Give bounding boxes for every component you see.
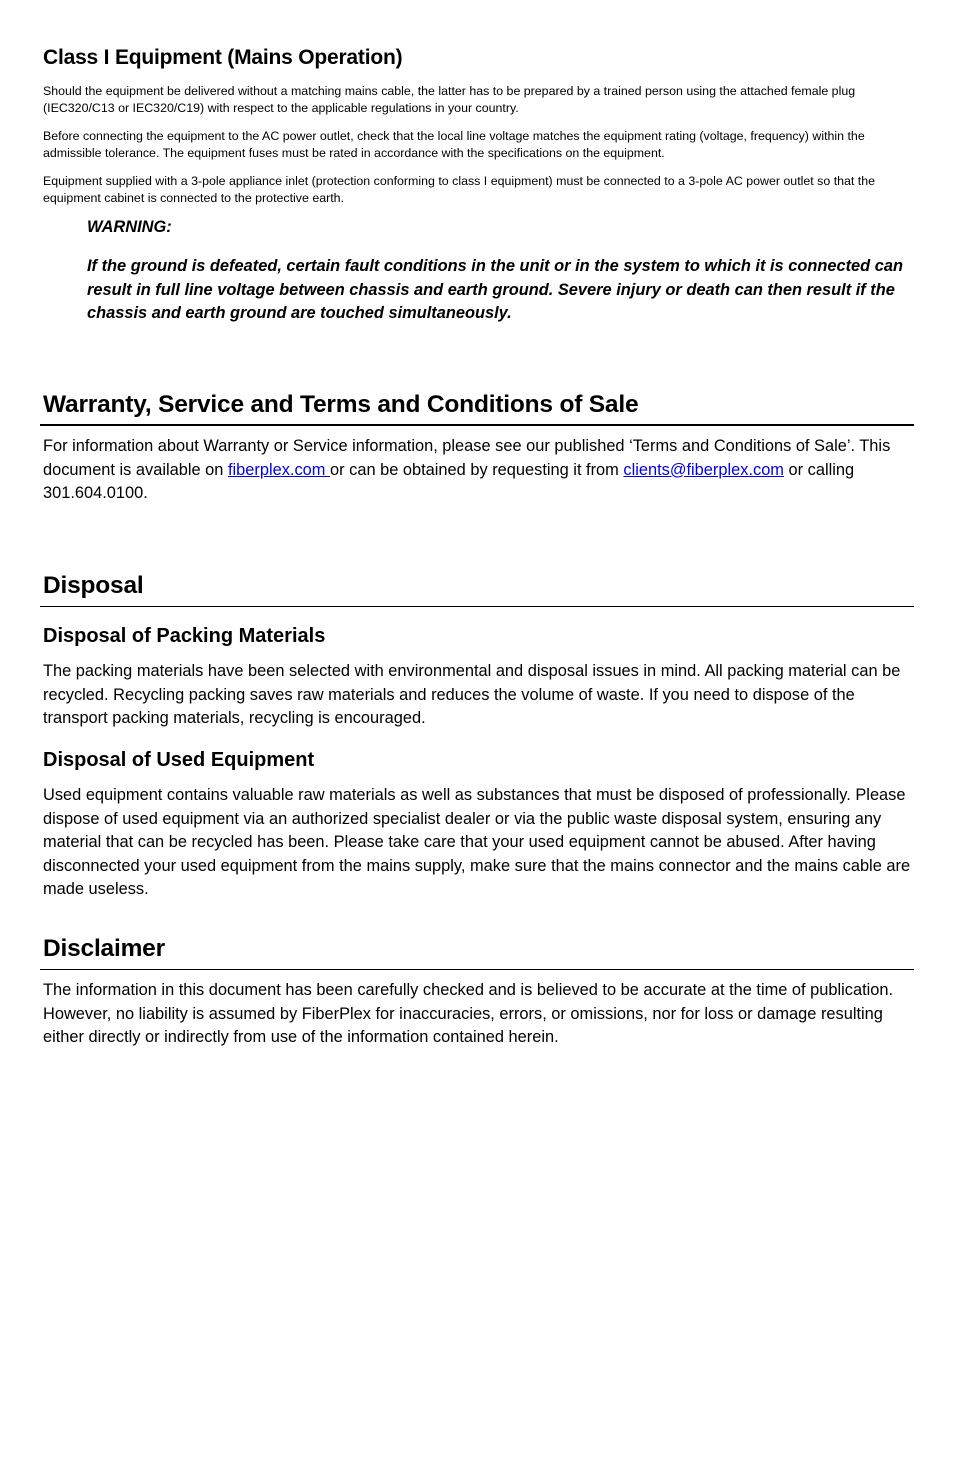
warranty-paragraph <box>43 435 914 506</box>
warning-text: If the ground is defeated, certain fault conditions in the unit or in the system to which it is connected can result in full line voltage between chassis and earth ground. Severe injury or death can then result if the chassis and earth ground are touched simultaneously. <box>87 257 903 322</box>
disposal-used-heading: Disposal of Used Equipment <box>43 749 315 771</box>
warranty-text-start: For information about Warranty or Service information, please see our published ‘Terms and Conditions of Sale’. This document is available on <box>43 437 891 479</box>
clients-email-link[interactable]: clients@fiberplex.com <box>623 460 784 479</box>
disclaimer-text: The information in this document has been carefully checked and is believed to be accurate at the time of publication. However, no liability is assumed by FiberPlex for inaccuracies, errors, or omissions, nor for loss or damage resulting either directly or indirectly from use of the information contained herein. <box>43 981 894 1046</box>
class-i-paragraph-2: Before connecting the equipment to the AC power outlet, check that the local line voltage matches the equipment rating (voltage, frequency) within the admissible tolerance. The equipment fuses must be rated in accordance with the specifications on the equipment. <box>43 129 865 160</box>
disposal-heading: Disposal <box>43 572 144 599</box>
disposal-divider <box>40 606 914 607</box>
class-i-paragraph-1: Should the equipment be delivered without a matching mains cable, the latter has to be prepared by a trained person using the attached female plug (IEC320/C13 or IEC320/C19) with respect to the applicable regulations in your country. <box>43 84 856 115</box>
disposal-packing-heading: Disposal of Packing Materials <box>43 625 326 647</box>
warranty-heading: Warranty, Service and Terms and Conditions of Sale <box>43 391 639 418</box>
class-i-paragraph-3: Equipment supplied with a 3-pole appliance inlet (protection conforming to class I equipment) must be connected to a 3-pole AC power outlet so that the equipment cabinet is connected to the protective earth. <box>43 174 876 205</box>
warranty-text-end: or calling 301.604.0100. <box>43 460 855 502</box>
class-i-heading: Class I Equipment (Mains Operation) <box>43 46 403 69</box>
disclaimer-divider <box>40 969 914 970</box>
disposal-used-text: Used equipment contains valuable raw materials as well as substances that must be disposed of professionally. Please dispose of used equipment via an authorized specialist dealer or via the public waste disposal system, ensuring any material that can be recycled has been. Please take care that your used equipment cannot be abused. After having disconnected your used equipment from the mains supply, make sure that the mains connector and the mains cable are made useless. <box>43 786 911 898</box>
disposal-packing-text: The packing materials have been selected with environmental and disposal issues in mind. All packing material can be recycled. Recycling packing saves raw materials and reduces the volume of waste. If you need to dispose of the transport packing materials, recycling is encouraged. <box>43 662 901 727</box>
warranty-text-middle: or can be obtained by requesting it from <box>330 460 624 479</box>
fiberplex-link[interactable]: fiberplex.com <box>227 460 330 479</box>
warning-label: WARNING: <box>87 218 172 236</box>
warranty-divider <box>40 424 914 426</box>
disclaimer-heading: Disclaimer <box>43 935 165 962</box>
